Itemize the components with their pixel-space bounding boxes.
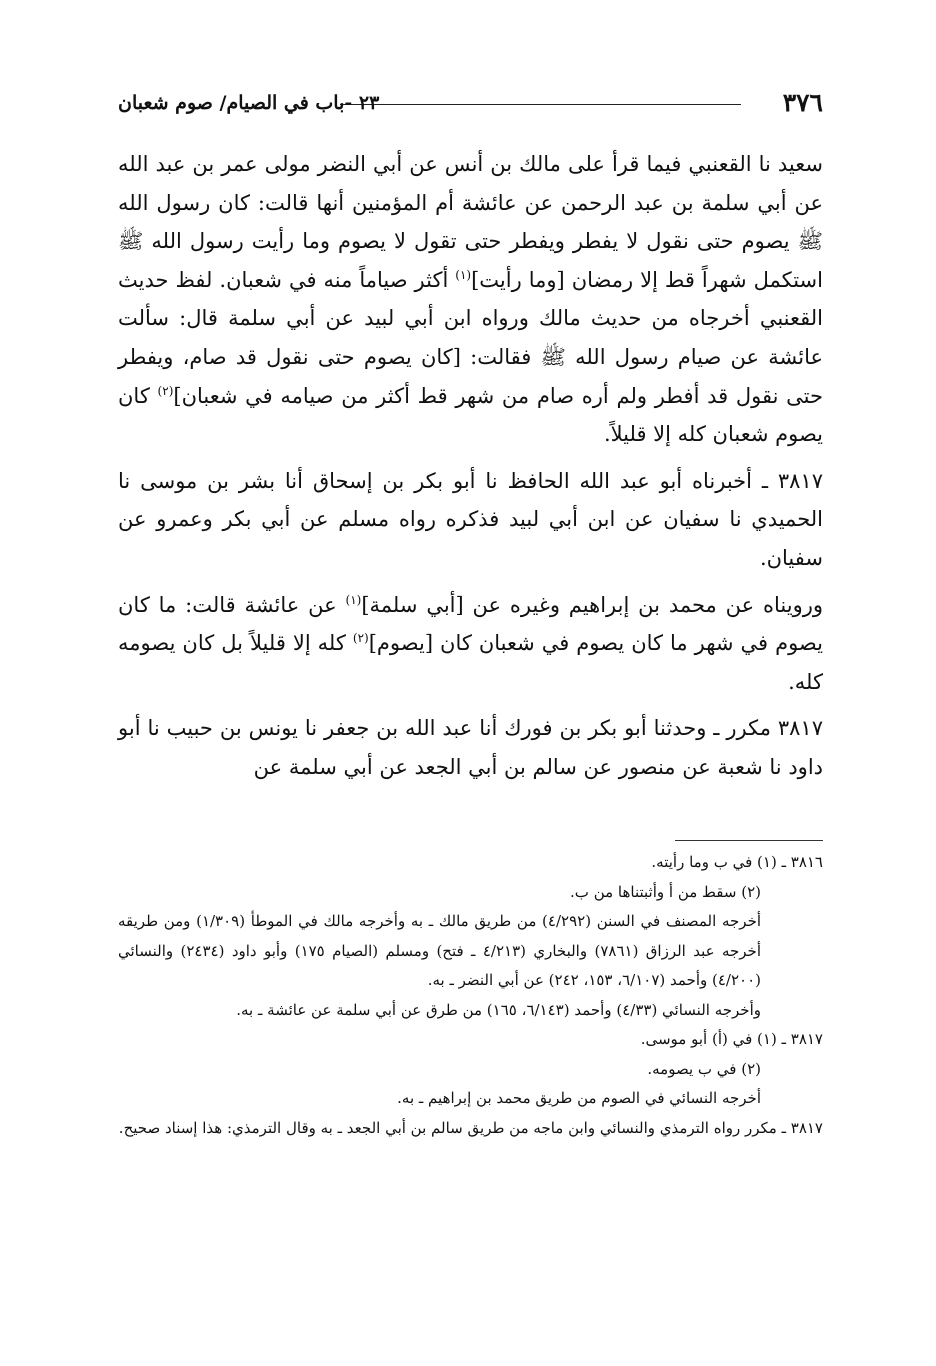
footnote-group-3816: [118, 848, 823, 1025]
footnote-line: ٣٨١٧ ـ مكرر رواه الترمذي والنسائي وابن ماجه من طريق سالم بن أبي الجعد ـ به وقال الترمذي: هذا إسناد صحيح.: [118, 1118, 823, 1137]
footnote-line: (٢) في ب يصومه.: [647, 1059, 761, 1078]
footnote-line: ٣٨١٧ ـ (١) في (أ) أبو موسى.: [640, 1030, 823, 1048]
paragraph-text: كله إلا قليلاً بل كان يصومه كله.: [118, 631, 823, 694]
footnote-ref: (١): [455, 267, 472, 282]
running-title: ٢٣ -باب في الصيام/ صوم شعبان: [118, 92, 380, 114]
paragraph-text: ورويناه عن محمد بن إبراهيم وغيره عن [أبي سلمة]: [361, 592, 824, 617]
paragraph-text: كان يصوم شعبان كله إلا قليلاً.: [118, 383, 823, 447]
footnote-ref: (٢): [352, 631, 369, 646]
hadith-paragraph-3816: [118, 145, 823, 454]
footnote-line: ٣٨١٦ ـ (١) في ب وما رأيته.: [651, 853, 823, 871]
footnote-line: أخرجه المصنف في السنن (٤/٢٩٢) من طريق مالك ـ به وأخرجه مالك في الموطأ (١/٣٠٩) ومن طريقه أخرجه عبد الرزاق (٧٨٦١) والبخاري (٤/٢١٣ ـ فتح) ومسلم (الصيام ١٧٥) وأبو داود (٢٤٣٤) والنسائي (٤/٢٠٠) وأحمد (٦/١٠٧، ١٥٣، ٢٤٢) عن أبي النضر ـ به.: [118, 912, 762, 989]
footnote-group-3817-repeated: [118, 1114, 823, 1144]
hadith-paragraph-3817: ٣٨١٧ ـ أخبرناه أبو عبد الله الحافظ نا أبو بكر بن إسحاق أنا بشر بن موسى نا الحميدي نا سفيان عن ابن أبي لبيد فذكره رواه مسلم عن أبي بكر وعمرو عن سفيان.: [118, 468, 823, 570]
footnote-line: أخرجه النسائي في الصوم من طريق محمد بن إبراهيم ـ به.: [397, 1089, 761, 1107]
footnote-line: (٢) سقط من أ وأثبتناها من ب.: [570, 882, 761, 901]
main-text: [118, 145, 823, 787]
hadith-paragraph-variant: [118, 586, 823, 702]
footnote-group-3817: [118, 1025, 823, 1114]
hadith-paragraph-3817-repeated: ٣٨١٧ مكرر ـ وحدثنا أبو بكر بن فورك أنا عبد الله بن جعفر نا يونس بن حبيب نا أبو داود نا شعبة عن منصور عن سالم بن أبي الجعد عن أبي سلمة عن: [118, 716, 823, 779]
footnote-separator: [675, 840, 823, 841]
footnote-line: وأخرجه النسائي (٤/٣٣) وأحمد (٦/١٤٣، ١٦٥) من طرق عن أبي سلمة عن عائشة ـ به.: [236, 1000, 761, 1019]
footnotes: [118, 848, 823, 1143]
header-rule: [340, 104, 741, 105]
paragraph-text: عن عائشة قالت: ما كان يصوم في شهر ما كان يصوم في شعبان كان [يصوم]: [118, 592, 823, 656]
page-header: [118, 88, 823, 118]
paragraph-text: أكثر صياماً منه في شعبان. لفظ حديث القعنبي أخرجاه من حديث مالك ورواه ابن أبي لبيد عن أبي سلمة قال: سألت عائشة عن صيام رسول الله ﷺ فقالت: [كان يصوم حتى نقول قد صام، ويفطر حتى نقول قد أفطر ولم أره صام من شهر قط أكثر من صيامه في شعبان]: [118, 267, 824, 408]
footnote-ref: (١): [345, 592, 362, 607]
footnote-ref: (٢): [157, 383, 174, 398]
page-number: ٣٧٦: [782, 88, 823, 117]
paragraph-text: سعيد نا القعنبي فيما قرأ على مالك بن أنس عن أبي النضر مولى عمر بن عبد الله عن أبي سلمة بن عبد الرحمن عن عائشة أم المؤمنين أنها قالت: كان رسول الله ﷺ يصوم حتى نقول لا يفطر ويفطر حتى تقول لا يصوم وما رأيت رسول الله ﷺ استكمل شهراً قط إلا رمضان [وما رأيت]: [118, 152, 823, 292]
